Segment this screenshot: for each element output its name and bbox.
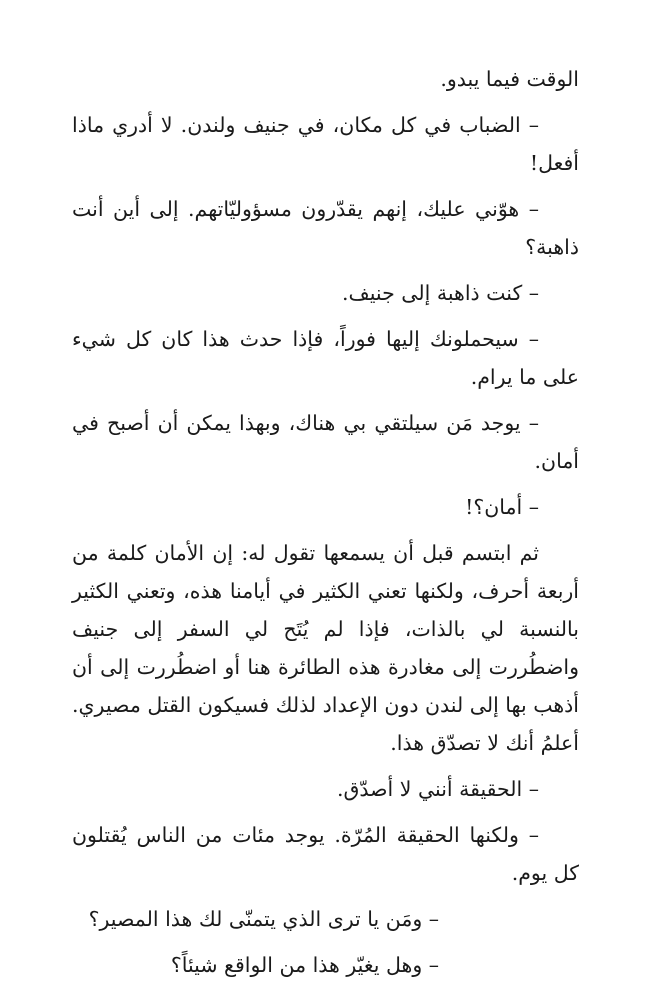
dialogue-line: – الحقيقة أنني لا أصدّق. [336,777,539,801]
dialogue-line: – هوّني عليك، إنهم يقدّرون مسؤوليّاتهم. إلى أين أنت ذاهبة؟ [72,197,579,259]
dialogue-line: – كنت ذاهبة إلى جنيف. [341,281,539,305]
dialogue-line: – سيحملونك إليها فوراً، فإذا حدث هذا كان كل شيء على ما يرام. [72,327,579,389]
dialogue-line: – وهل يغيّر هذا من الواقع شيئاً؟ [170,953,439,977]
paragraph-continuation: الوقت فيما يبدو. [440,67,579,91]
dialogue-line: – ولكنها الحقيقة المُرّة. يوجد مئات من الناس يُقتلون كل يوم. [72,823,579,885]
dialogue-line: – يوجد مَن سيلتقي بي هناك، وبهذا يمكن أن أصبح في أمان. [72,411,579,473]
dialogue-line: – أمان؟! [465,495,539,519]
dialogue-line: – ومَن يا ترى الذي يتمنّى لك هذا المصير؟ [88,907,439,931]
dialogue-line: – الضباب في كل مكان، في جنيف ولندن. لا أدري ماذا أفعل! [72,113,579,175]
narrative-paragraph: ثم ابتسم قبل أن يسمعها تقول له: إن الأمان كلمة من أربعة أحرف، ولكنها تعني الكثير في أيامنا هذه، وتعني الكثير بالنسبة لي بالذات، فإذا لم يُتَح لي السفر إلى جنيف واضطُررت إلى مغادرة هذه الطائرة هنا أو اضطُررت إلى أن أذهب بها إلى لندن دون الإعداد لذلك فسيكون القتل مصيري. أعلمُ أنك لا تصدّق هذا. [72,541,579,755]
